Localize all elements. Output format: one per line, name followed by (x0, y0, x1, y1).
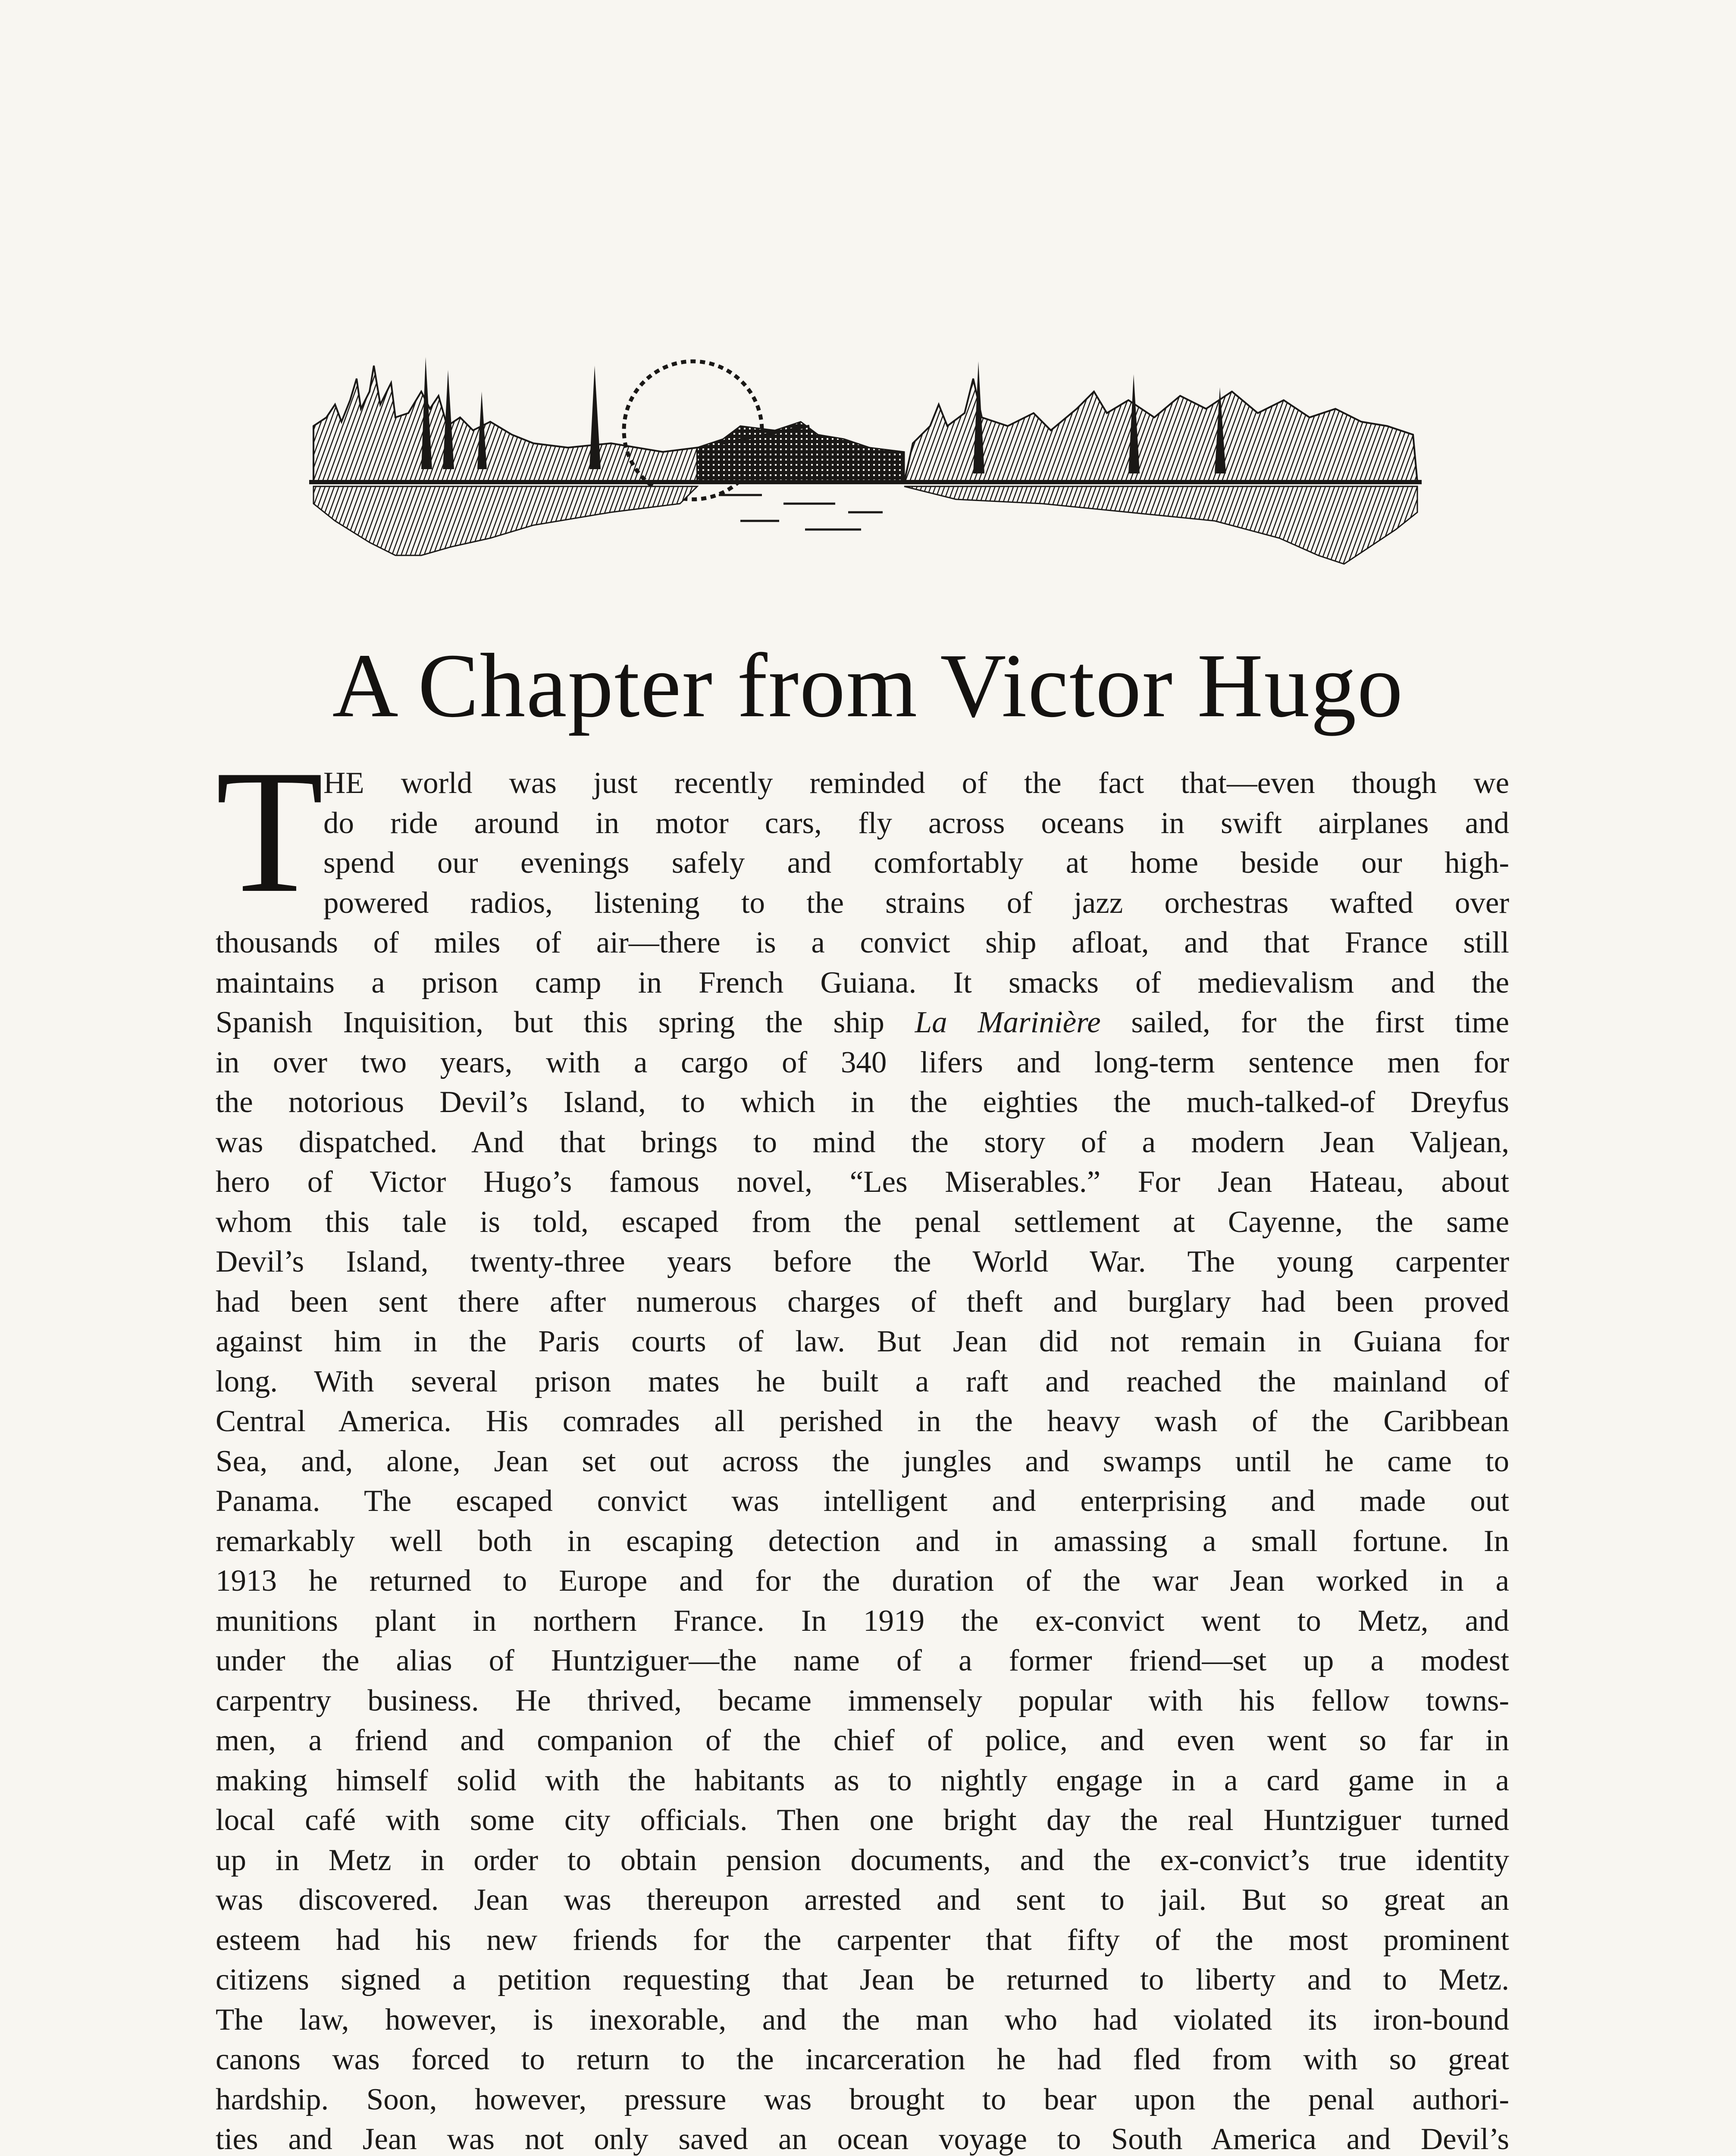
ship-name: La Marinière (915, 1006, 1101, 1039)
article-line: whom this tale is told, escaped from the penal settlement at Cayenne, the same (216, 1205, 1509, 1239)
article-line: spend our evenings safely and comfortably at home beside our high- (323, 846, 1509, 880)
article-line: 1913 he returned to Europe and for the duration of the war Jean worked in a (216, 1564, 1509, 1598)
landscape-illustration (309, 340, 1422, 581)
article-line: Panama. The escaped convict was intelligent and enterprising and made out (216, 1484, 1509, 1518)
page-title: A Chapter from Victor Hugo (332, 635, 1404, 736)
article-line: hardship. Soon, however, pressure was brought to bear upon the penal authori- (216, 2082, 1509, 2116)
article-line: Central America. His comrades all perished in the heavy wash of the Caribbean (216, 1404, 1509, 1438)
article-line: Devil’s Island, twenty-three years before the World War. The young carpenter (216, 1245, 1509, 1279)
article-line: the notorious Devil’s Island, to which in the eighties the much-talked-of Dreyfus (216, 1085, 1509, 1119)
article-line: remarkably well both in escaping detection and in amassing a small fortune. In (216, 1524, 1509, 1558)
article-line: hero of Victor Hugo’s famous novel, “Les Miserables.” For Jean Hateau, about (216, 1165, 1509, 1199)
article-line: ties and Jean was not only saved an ocean voyage to South America and Devil’s (216, 2122, 1509, 2156)
article-line: against him in the Paris courts of law. But Jean did not remain in Guiana for (216, 1325, 1509, 1358)
decorative-landscape-vignette (309, 340, 1422, 581)
article-line: local café with some city officials. Then one bright day the real Huntziguer turned (216, 1803, 1509, 1837)
article-line: esteem had his new friends for the carpenter that fifty of the most prominent (216, 1923, 1509, 1957)
article-line: do ride around in motor cars, fly across oceans in swift airplanes and (323, 806, 1509, 840)
article-line: under the alias of Huntziguer—the name of a former friend—set up a modest (216, 1644, 1509, 1677)
article-line: carpentry business. He thrived, became immensely popular with his fellow towns- (216, 1683, 1509, 1717)
article-line-text: Spanish Inquisition, but this spring the ship (216, 1006, 884, 1039)
article-line: citizens signed a petition requesting that Jean be returned to liberty and to Metz. (216, 1963, 1509, 1996)
article-line (323, 883, 1509, 923)
article-line: munitions plant in northern France. In 1919 the ex-convict went to Metz, and (216, 1604, 1509, 1638)
article-body (216, 733, 1509, 2156)
article-line: canons was forced to return to the incarceration he had fled from with so great (216, 2043, 1509, 2076)
article-line: thousands of miles of air—there is a convict ship afloat, and that France still (216, 926, 1509, 959)
article-line: Sea, and, alone, Jean set out across the jungles and swamps until he came to (216, 1444, 1509, 1478)
drop-cap: T (216, 733, 324, 929)
article-line-text: powered radios, listening to the strains of jazz orchestras wafted over (323, 886, 1509, 920)
article-line: maintains a prison camp in French Guiana. It smacks of medievalism and the (216, 965, 1509, 1000)
article-line: The law, however, is inexorable, and the man who had violated its iron-bound (216, 2002, 1509, 2037)
article-line: was discovered. Jean was thereupon arrested and sent to jail. But so great an (216, 1883, 1509, 1917)
article-line: had been sent there after numerous charges of theft and burglary had been proved (216, 1285, 1509, 1319)
article-line: men, a friend and companion of the chief of police, and even went so far in (216, 1724, 1509, 1757)
article-line: HE world was just recently reminded of the fact that—even though we (323, 766, 1509, 800)
article-line-text: sailed, for the first time (1131, 1006, 1509, 1039)
article-line (216, 1003, 1509, 1043)
article-line: was dispatched. And that brings to mind the story of a modern Jean Valjean, (216, 1125, 1509, 1159)
article-line: up in Metz in order to obtain pension documents, and the ex-convict’s true identity (216, 1843, 1509, 1877)
article-line: making himself solid with the habitants as to nightly engage in a card game in a (216, 1763, 1509, 1797)
article-line: in over two years, with a cargo of 340 lifers and long-term sentence men for (216, 1045, 1509, 1079)
article-line: long. With several prison mates he built a raft and reached the mainland of (216, 1364, 1509, 1398)
